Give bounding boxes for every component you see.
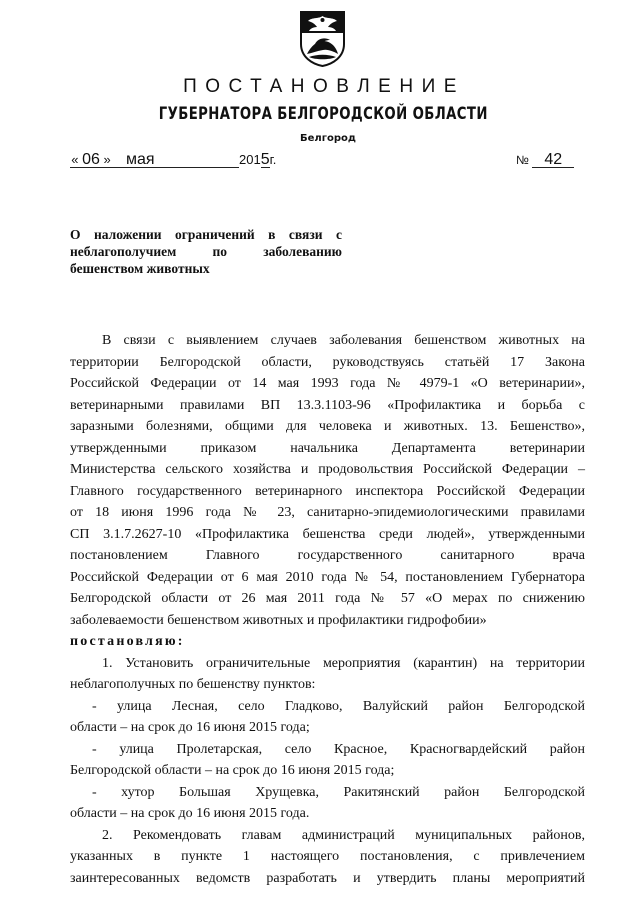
body-line: ветеринарными правилами ВП 13.3.1103-96 «Профилактика и борьба с	[70, 397, 585, 413]
document-type-title: ПОСТАНОВЛЕНИЕ	[183, 76, 465, 97]
body-line: Министерства сельского хозяйства и продовольствия Российской Федерации –	[70, 462, 585, 477]
body-line: Белгородской области от 26 мая 2011 года № 57 «О мерах по снижению	[70, 591, 585, 606]
body-line: области – на срок до 16 июня 2015 года;	[70, 720, 310, 735]
coat-of-arms-emblem	[299, 10, 346, 67]
date-year: 2015г.	[239, 151, 277, 168]
body-line: утвержденными приказом начальника Департамента ветеринарии	[70, 440, 585, 456]
body-line: заразными болезнями, общими для человека и животных. 13. Бешенство»,	[70, 419, 585, 434]
date-day-field: « 06 »	[71, 151, 111, 168]
body-line: неблагополучных по бешенству пунктов:	[70, 677, 316, 692]
body-line: Российской Федерации от 6 мая 2010 года № 54, постановлением Губернатора	[70, 569, 585, 585]
body-line: Белгородской области – на срок до 16 июня 2015 года;	[70, 763, 395, 778]
document-body	[70, 330, 585, 889]
number-value: 42	[532, 152, 574, 168]
body-line: области – на срок до 16 июня 2015 года.	[70, 806, 310, 821]
body-line: - хутор Большая Хрущевка, Ракитянский район Белгородской	[92, 784, 585, 800]
body-line: Главного государственного ветеринарного инспектора Российской Федерации	[70, 483, 585, 499]
subject-line: О наложении ограничений в связи с	[70, 227, 342, 242]
body-line: 1. Установить ограничительные мероприятия (карантин) на территории	[102, 655, 585, 671]
decree-word: постановляю:	[70, 634, 185, 649]
issuer-title: ГУБЕРНАТОРА БЕЛГОРОДСКОЙ ОБЛАСТИ	[158, 104, 488, 124]
body-line: от 18 июня 1996 года № 23, санитарно-эпидемиологическими правилами	[70, 505, 585, 520]
document-number	[516, 152, 574, 168]
subject-line: бешенством животных	[70, 261, 210, 276]
body-line: заболеваемости бешенством животных и профилактики гидрофобии»	[70, 612, 487, 628]
body-line: - улица Пролетарская, село Красное, Красногвардейский район	[92, 741, 585, 757]
body-line: - улица Лесная, село Гладково, Валуйский район Белгородской	[92, 698, 585, 714]
subject-line: неблагополучием по заболеванию	[70, 244, 342, 259]
date-month-field: мая	[112, 152, 239, 168]
body-line: заинтересованных ведомств разработать и утвердить планы мероприятий	[70, 870, 585, 886]
body-line: В связи с выявлением случаев заболевания бешенством животных на	[102, 333, 585, 348]
body-line: 2. Рекомендовать главам администраций муниципальных районов,	[102, 827, 585, 843]
body-line: Российской Федерации от 14 мая 1993 года № 4979-1 «О ветеринарии»,	[70, 376, 585, 391]
body-line: СП 3.1.7.2627-10 «Профилактика бешенства среди людей», утвержденными	[70, 526, 585, 542]
body-line: территории Белгородской области, руководствуясь статьёй 17 Закона	[70, 354, 585, 370]
body-line: указанных в пункте 1 настоящего постановления, с привлечением	[70, 849, 585, 864]
issue-city: Белгород	[300, 133, 356, 144]
body-line: постановлением Главного государственного санитарного врача	[70, 548, 585, 563]
number-label: №	[516, 153, 529, 167]
document-subject	[70, 226, 342, 277]
document-date	[70, 152, 276, 168]
